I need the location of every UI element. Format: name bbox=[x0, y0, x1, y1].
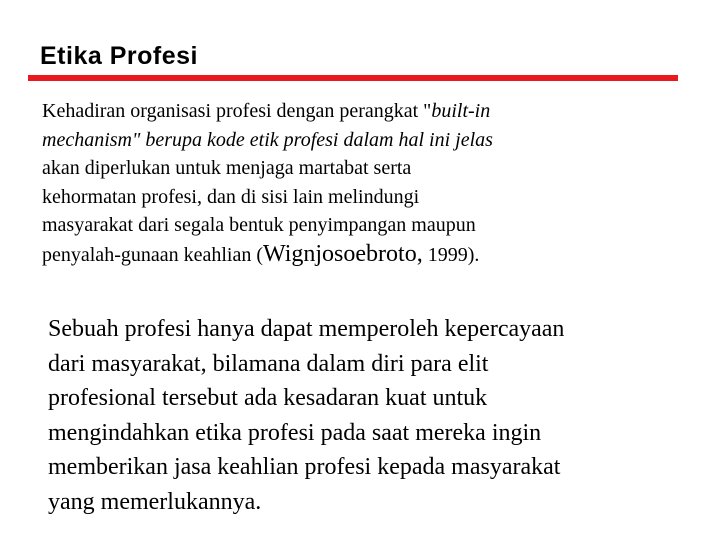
paragraph-main-line-4: mengindahkan etika profesi pada saat mereka ingin bbox=[48, 419, 542, 446]
paragraph-intro-line-1 bbox=[42, 97, 642, 126]
paragraph-main-line-2: dari masyarakat, bilamana dalam diri para elit bbox=[48, 350, 489, 377]
italic-text-run: built-in bbox=[431, 100, 491, 122]
title-underline-rule bbox=[28, 75, 678, 81]
paragraph-intro bbox=[42, 97, 642, 269]
paragraph-intro-line-6 bbox=[42, 240, 642, 270]
paragraph-intro-line-3: akan diperlukan untuk menjaga martabat serta bbox=[42, 157, 412, 179]
citation-author: Wignjosoebroto, bbox=[263, 240, 423, 267]
paragraph-main-line-3: profesional tersebut ada kesadaran kuat untuk bbox=[48, 385, 488, 411]
paragraph-main-line-5: memberikan jasa keahlian profesi kepada masyarakat bbox=[48, 454, 561, 480]
text-run: penyalah-gunaan keahlian ( bbox=[42, 243, 264, 266]
paragraph-main-line-6: yang memerlukannya. bbox=[48, 488, 262, 515]
paragraph-intro-line-2: mechanism" berupa kode etik profesi dalam hal ini jelas bbox=[42, 128, 493, 151]
citation-year: 1999). bbox=[422, 243, 480, 266]
paragraph-main bbox=[48, 312, 708, 519]
paragraph-intro-line-4: kehormatan profesi, dan di sisi lain melindungi bbox=[42, 185, 420, 208]
paragraph-main-line-1: Sebuah profesi hanya dapat memperoleh kepercayaan bbox=[48, 316, 565, 342]
slide-title: Etika Profesi bbox=[40, 42, 198, 70]
text-run: Kehadiran organisasi profesi dengan perangkat " bbox=[42, 100, 432, 122]
paragraph-intro-line-5: masyarakat dari segala bentuk penyimpangan maupun bbox=[42, 214, 476, 236]
